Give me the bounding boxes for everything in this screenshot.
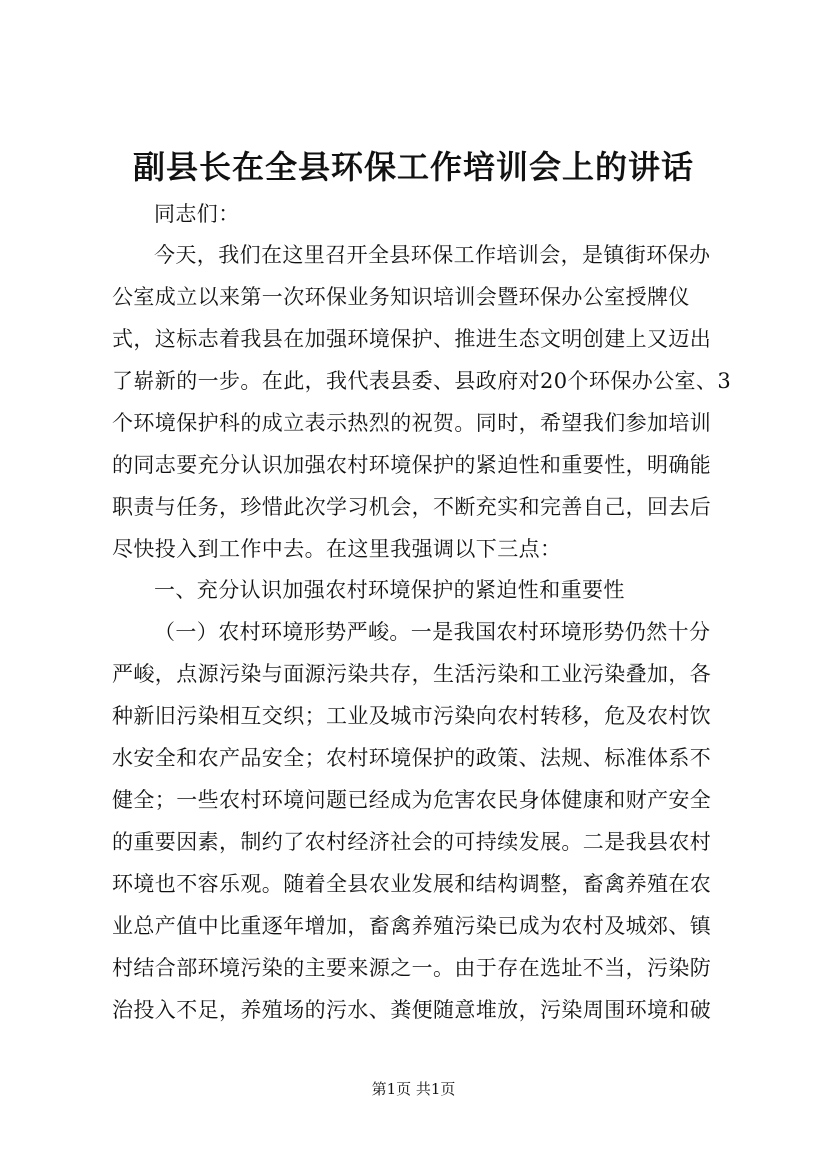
paragraph-line: 的同志要充分认识加强农村环境保护的紧迫性和重要性，明确能 <box>112 453 712 477</box>
document-title: 副县长在全县环保工作培训会上的讲话 <box>132 148 694 186</box>
paragraph-line: 了崭新的一步。在此，我代表县委、县政府对20个环保办公室、3 <box>112 369 732 393</box>
paragraph-line: 今天，我们在这里召开全县环保工作培训会，是镇街环保办 <box>154 243 711 267</box>
salutation: 同志们： <box>154 202 240 226</box>
paragraph-line: 水安全和农产品安全；农村环境保护的政策、法规、标准体系不 <box>112 746 712 770</box>
paragraph-line: 严峻，点源污染与面源污染共存，生活污染和工业污染叠加，各 <box>112 662 712 686</box>
paragraph-line: 环境也不容乐观。随着全县农业发展和结构调整，畜禽养殖在农 <box>112 872 712 896</box>
paragraph-line: 职责与任务，珍惜此次学习机会，不断充实和完善自己，回去后 <box>112 495 712 519</box>
paragraph-line: 村结合部环境污染的主要来源之一。由于存在选址不当，污染防 <box>112 956 712 980</box>
section-heading: 一、充分认识加强农村环境保护的紧迫性和重要性 <box>154 578 625 602</box>
paragraph-line: 健全；一些农村环境问题已经成为危害农民身体健康和财产安全 <box>112 788 712 812</box>
paragraph-line: 公室成立以来第一次环保业务知识培训会暨环保办公室授牌仪 <box>112 285 690 309</box>
page-number-footer: 第1页 共1页 <box>371 1080 456 1098</box>
paragraph-line: 治投入不足，养殖场的污水、粪便随意堆放，污染周围环境和破 <box>112 998 712 1022</box>
paragraph-line: （一）农村环境形势严峻。一是我国农村环境形势仍然十分 <box>154 620 711 644</box>
paragraph-line: 尽快投入到工作中去。在这里我强调以下三点： <box>112 537 562 561</box>
paragraph-line: 个环境保护科的成立表示热烈的祝贺。同时，希望我们参加培训 <box>112 411 712 435</box>
paragraph-line: 的重要因素，制约了农村经济社会的可持续发展。二是我县农村 <box>112 830 712 854</box>
paragraph-line: 式，这标志着我县在加强环境保护、推进生态文明创建上又迈出 <box>112 327 712 351</box>
paragraph-line: 种新旧污染相互交织；工业及城市污染向农村转移，危及农村饮 <box>112 704 712 728</box>
paragraph-line: 业总产值中比重逐年增加，畜禽养殖污染已成为农村及城郊、镇 <box>112 914 712 938</box>
